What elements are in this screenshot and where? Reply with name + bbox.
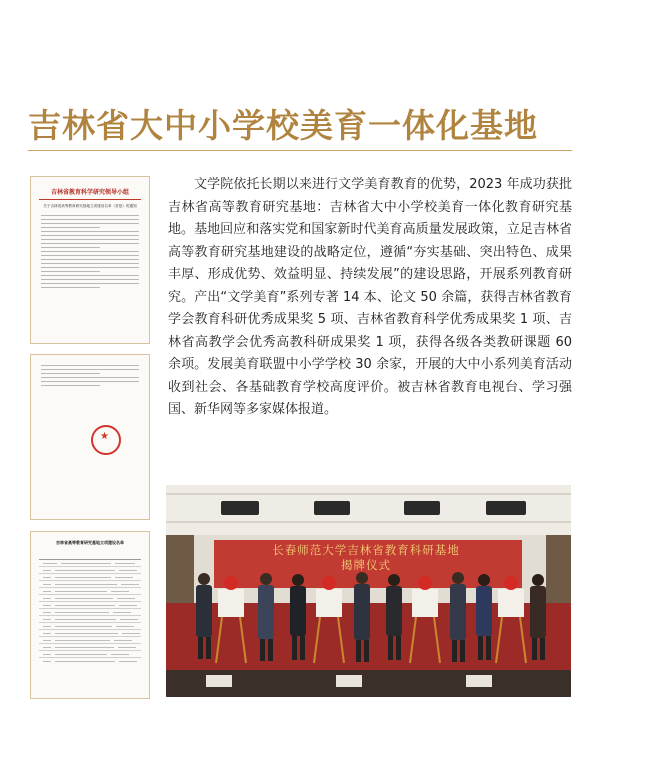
document-thumbnail-notice[interactable]	[30, 176, 150, 344]
official-seal-icon	[91, 425, 121, 455]
title-divider	[28, 150, 572, 151]
ceremony-photo-illustration	[166, 485, 571, 697]
page-title: 吉林省大中小学校美育一体化基地	[28, 106, 538, 145]
red-banner	[214, 540, 522, 588]
banner-line-2: 揭牌仪式	[341, 558, 391, 572]
body-paragraph: 文学院依托长期以来进行文学美育教育的优势，2023 年成功获批吉林省高等教育研究基地：吉林省大中小学校美育一体化教育研究基地。基地回应和落实党和国家新时代美育高质量发展政策，立足吉林省高等教育研究基地建设的战略定位，遵循“夯实基础、突出特色、成果丰厚、形成优势、效益明显、持续发展”的建设思路，开展系列教育研究。产出“文学美育”系列专著 14 本、论文 50 余篇，获得吉林省教育学会教育科研优秀成果奖 5 项、吉林省教育科学优秀成果奖 1 项、吉林省高教学会优秀高教科研成果奖 1 项，获得各级各类教研课题 60 余项。发展美育联盟中小学学校 30 余家，开展的大中小系列美育活动收到社会、各基础教育学校高度评价。被吉林省教育电视台、学习强国、新华网等多家媒体报道。	[168, 177, 572, 417]
document-red-rule	[39, 199, 141, 200]
seal-star-icon: ★	[100, 431, 109, 442]
document-title: 关于吉林省高等教育研究基地立项建设名单（首批）的通知	[43, 204, 137, 208]
ceremony-photo	[166, 485, 571, 697]
banner-line-1: 长春师范大学吉林省教育科研基地	[272, 543, 460, 557]
document-thumbnail-list-table[interactable]	[30, 531, 150, 699]
document-body-lines	[41, 365, 139, 386]
ceiling-beam	[166, 521, 571, 523]
document-title: 吉林省高等教育研究基地立项建设名单	[56, 540, 124, 545]
document-heading: 吉林省教育科学研究领导小组	[50, 189, 129, 196]
ceiling-beam	[166, 493, 571, 495]
document-thumbnail-seal-page[interactable]	[30, 354, 150, 520]
document-table	[39, 553, 141, 658]
document-body-lines	[41, 215, 139, 288]
